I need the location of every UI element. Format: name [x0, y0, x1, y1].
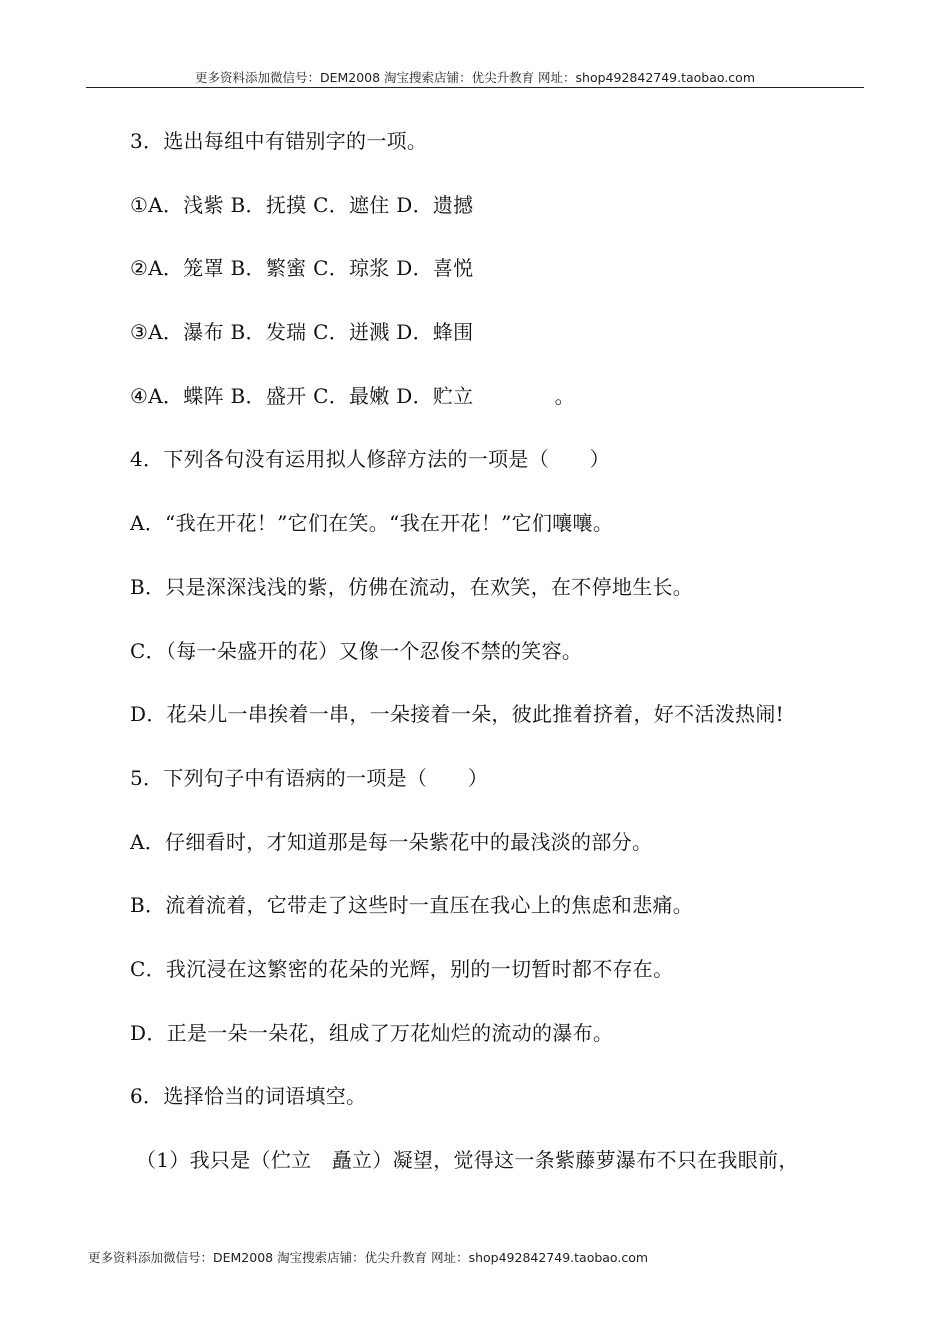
question-5-option-d: D．正是一朵一朵花，组成了万花灿烂的流动的瀑布。: [130, 1020, 614, 1045]
question-5-option-c: C．我沉浸在这繁密的花朵的光辉，别的一切暂时都不存在。: [130, 956, 674, 981]
question-3-group-2: ②A．笼罩 B．繁蜜 C．琼浆 D．喜悦: [130, 256, 474, 281]
question-4-option-d: D．花朵儿一串挨着一串，一朵接着一朵，彼此推着挤着，好不活泼热闹!: [130, 702, 784, 727]
question-5-option-b: B．流着流着，它带走了这些时一直压在我心上的焦虑和悲痛。: [130, 893, 694, 918]
document-body: [130, 118, 870, 1201]
page-header: 更多资料添加微信号：DEM2008 淘宝搜索店铺：优尖升教育 网址：shop492842749.taobao.com: [194, 70, 756, 85]
question-4-title: 4．下列各句没有运用拟人修辞方法的一项是（ ）: [130, 447, 610, 472]
page-footer: 更多资料添加微信号：DEM2008 淘宝搜索店铺：优尖升教育 网址：shop492842749.taobao.com: [88, 1250, 649, 1265]
question-3-group-3: ③A．瀑布 B．发瑞 C．迸溅 D．蜂围: [130, 320, 474, 345]
question-4-option-c: C．（每一朵盛开的花）又像一个忍俊不禁的笑容。: [130, 638, 583, 663]
question-3-group-4: ④A．蝶阵 B．盛开 C．最嫩 D．贮立 。: [130, 383, 575, 408]
question-5-title: 5．下列句子中有语病的一项是（ ）: [130, 765, 489, 790]
question-4-option-a: A．“我在开花！”它们在笑。“我在开花！”它们嚷嚷。: [130, 511, 614, 536]
question-3-title: 3．选出每组中有错别字的一项。: [130, 129, 428, 153]
question-3-group-1: ①A．浅紫 B．抚摸 C．遮住 D．遗撼: [130, 192, 474, 217]
question-6-title: 6．选择恰当的词语填空。: [130, 1084, 367, 1109]
question-5-option-a: A．仔细看时，才知道那是每一朵紫花中的最浅淡的部分。: [130, 829, 653, 854]
header-rule: [86, 87, 864, 88]
question-6-item-1: （1）我只是（伫立 矗立）凝望，觉得这一条紫藤萝瀑布不只在我眼前，: [136, 1148, 799, 1172]
question-4-option-b: B．只是深深浅浅的紫，仿佛在流动，在欢笑，在不停地生长。: [130, 574, 694, 599]
